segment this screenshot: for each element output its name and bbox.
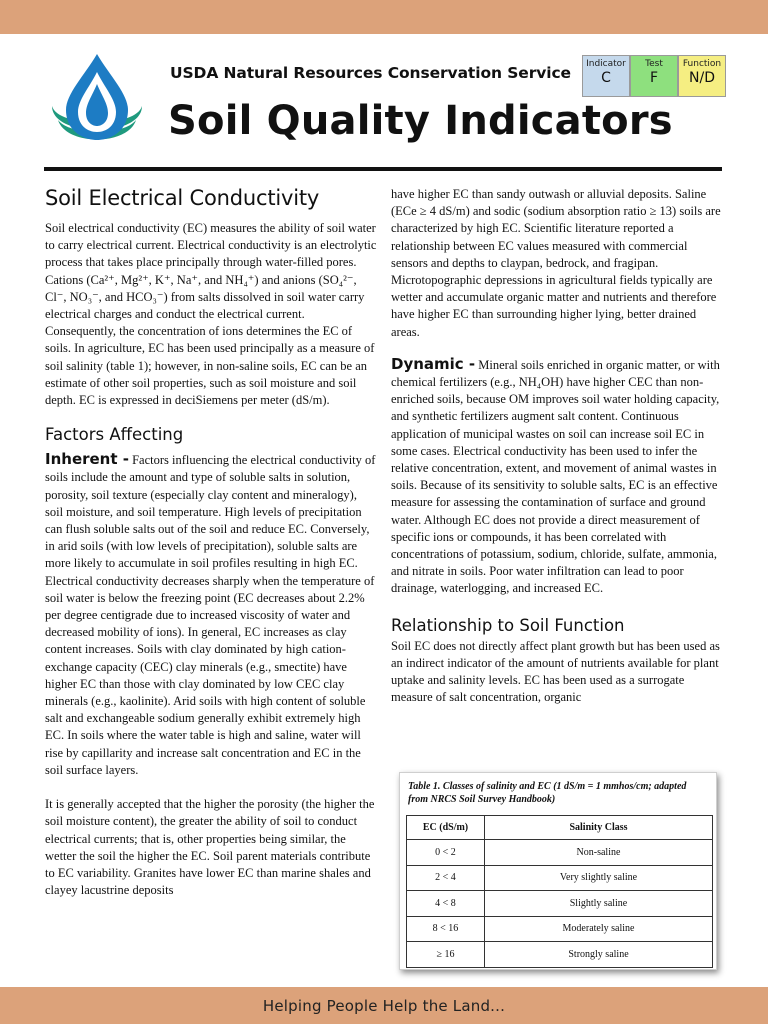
table-cell-ec: 0 < 2	[407, 840, 485, 866]
table-caption: Table 1. Classes of salinity and EC (1 dS/m = 1 mmhos/cm; adapted from NRCS Soil Survey Handbook)	[408, 781, 687, 805]
table-cell-ec: ≥ 16	[407, 942, 485, 968]
table-row	[407, 865, 713, 891]
footer-tagline: Helping People Help the Land...	[262, 996, 506, 1015]
agency-name: USDA Natural Resources Conservation Service	[170, 64, 571, 82]
inherent-label: Inherent -	[45, 450, 129, 469]
table-cell-class: Non-saline	[485, 840, 713, 866]
right-column	[391, 186, 724, 706]
table-cell-class: Moderately saline	[485, 916, 713, 942]
page-title: Soil Quality Indicators	[168, 98, 673, 144]
badge-function-label: Function	[682, 59, 722, 69]
dynamic-paragraph	[391, 356, 724, 598]
table-header-salinity: Salinity Class	[485, 816, 713, 840]
inherent-paragraph	[45, 451, 378, 779]
relationship-heading: Relationship to Soil Function	[391, 615, 625, 635]
badge-indicator-label: Indicator	[586, 59, 626, 69]
salinity-table	[406, 815, 713, 968]
badge-indicator	[582, 55, 630, 97]
footer-band	[0, 987, 768, 1024]
table-row	[407, 942, 713, 968]
dynamic-label: Dynamic -	[391, 354, 476, 373]
badge-indicator-value: C	[601, 70, 611, 86]
nrcs-water-drop-logo-icon	[44, 50, 150, 156]
table-row	[407, 840, 713, 866]
factors-heading: Factors Affecting	[45, 425, 184, 445]
badge-function	[678, 55, 726, 97]
indicator-badges	[582, 55, 726, 97]
table-cell-ec: 2 < 4	[407, 865, 485, 891]
table-header-ec: EC (dS/m)	[407, 816, 485, 840]
badge-test-value: F	[649, 70, 659, 86]
badge-test	[630, 55, 678, 97]
top-color-band	[0, 0, 768, 34]
table-row	[407, 891, 713, 917]
table-cell-class: Very slightly saline	[485, 865, 713, 891]
intro-paragraph: Soil electrical conductivity (EC) measures the ability of soil water to carry electrical current. Electrical conductivity is an electrolytic process that takes place principally through water-filled pores. Cations (Ca²⁺, Mg²⁺, K⁺, Na⁺, and NH₄⁺) and anions (SO₄²⁻, Cl⁻, NO₃⁻, and HCO₃⁻) from salts dissolved in soil water carry electrical charges and conduct the electrical current. Consequently, the concentration of ions determines the EC of soils. In agriculture, EC has been used principally as a measure of soil salinity (table 1); however, in non-saline soils, EC can be an estimate of other soil properties, such as soil moisture and soil depth. EC is expressed in deciSiemens per meter (dS/m).	[45, 221, 377, 408]
badge-function-value: N/D	[689, 70, 715, 86]
table-cell-ec: 8 < 16	[407, 916, 485, 942]
left-column	[45, 220, 378, 899]
porosity-paragraph: It is generally accepted that the higher the porosity (the higher the soil moisture content), the greater the ability of soil to conduct electrical currents; that is, other properties being similar, the wetter the soil the higher the EC. Soil parent materials contribute to EC variability. Granites have lower EC than marine shales and clayey lacustrine deposits	[45, 797, 375, 898]
dynamic-text: Mineral soils enriched in organic matter, or with chemical fertilizers (e.g., NH₄OH) have higher CEC than non-enriched soils, because OM improves soil water holding capacity, and synthetic fertilizers augment salt content. Continuous application of municipal wastes on soil can increase soil EC in some cases. Electrical conductivity has been used to infer the relative concentration, extent, and movement of animal wastes in soils. Because of its sensitivity to soluble salts, EC is an effective measure for assessing the contamination of surface and ground water. Although EC does not provide a direct measurement of specific ions or compounds, it has been correlated with concentrations of potassium, sodium, chloride, sulfate, ammonia, and nitrate in soils. Poor water infiltration can lead to poor drainage, waterlogging, and increased EC.	[391, 357, 720, 596]
table-cell-class: Strongly saline	[485, 942, 713, 968]
table-cell-class: Slightly saline	[485, 891, 713, 917]
table-row	[407, 916, 713, 942]
relationship-paragraph: Soil EC does not directly affect plant growth but has been used as an indirect indicator of the amount of nutrients available for plant uptake and salinity levels. EC has been used as a surrogate measure of salt concentration, organic	[391, 638, 720, 705]
section-title: Soil Electrical Conductivity	[45, 186, 320, 210]
right-intro-paragraph: have higher EC than sandy outwash or alluvial deposits. Saline (ECe ≥ 4 dS/m) and sodic (sodium absorption ratio ≥ 13) soils are characterized by high EC. Scientific literature reported a relationship between EC values measured with commercial sensors and depths to claypan, bedrock, and fragipan. Microtopographic depressions in agricultural fields typically are wetter and accumulate organic matter and nutrients and therefore have higher EC than surrounding higher lying, better drained areas.	[391, 187, 721, 339]
inherent-text: Factors influencing the electrical conductivity of soils include the amount and type of soluble salts in solution, porosity, soil texture (especially clay content and mineralogy), soil moisture, and soil temperature. High levels of precipitation can flush soluble salts out of the soil and reduce EC. Conversely, in arid soils (with low levels of precipitation), soluble salts are more likely to accumulate in soil profiles resulting in high EC. Electrical conductivity decreases sharply when the temperature of soil water is below the freezing point (EC decreases about 2.2% per degree centigrade due to increased viscosity of water and decreased mobility of ions). In general, EC increases as clay content increases. Soils with clay dominated by high cation-exchange capacity (CEC) clay minerals (e.g., smectite) have higher EC than those with clay dominated by low CEC clay minerals (e.g., kaolinite). Arid soils with high content of soluble salt and exchangeable sodium generally exhibit extremely high EC. In soils where the water table is high and saline, water will rise by capillarity and increase salt concentration and EC in the soil surface layers.	[45, 453, 376, 777]
table-header-row	[407, 816, 713, 840]
header-divider	[44, 167, 722, 171]
salinity-table-box	[399, 772, 717, 970]
badge-test-label: Test	[645, 59, 663, 69]
table-cell-ec: 4 < 8	[407, 891, 485, 917]
